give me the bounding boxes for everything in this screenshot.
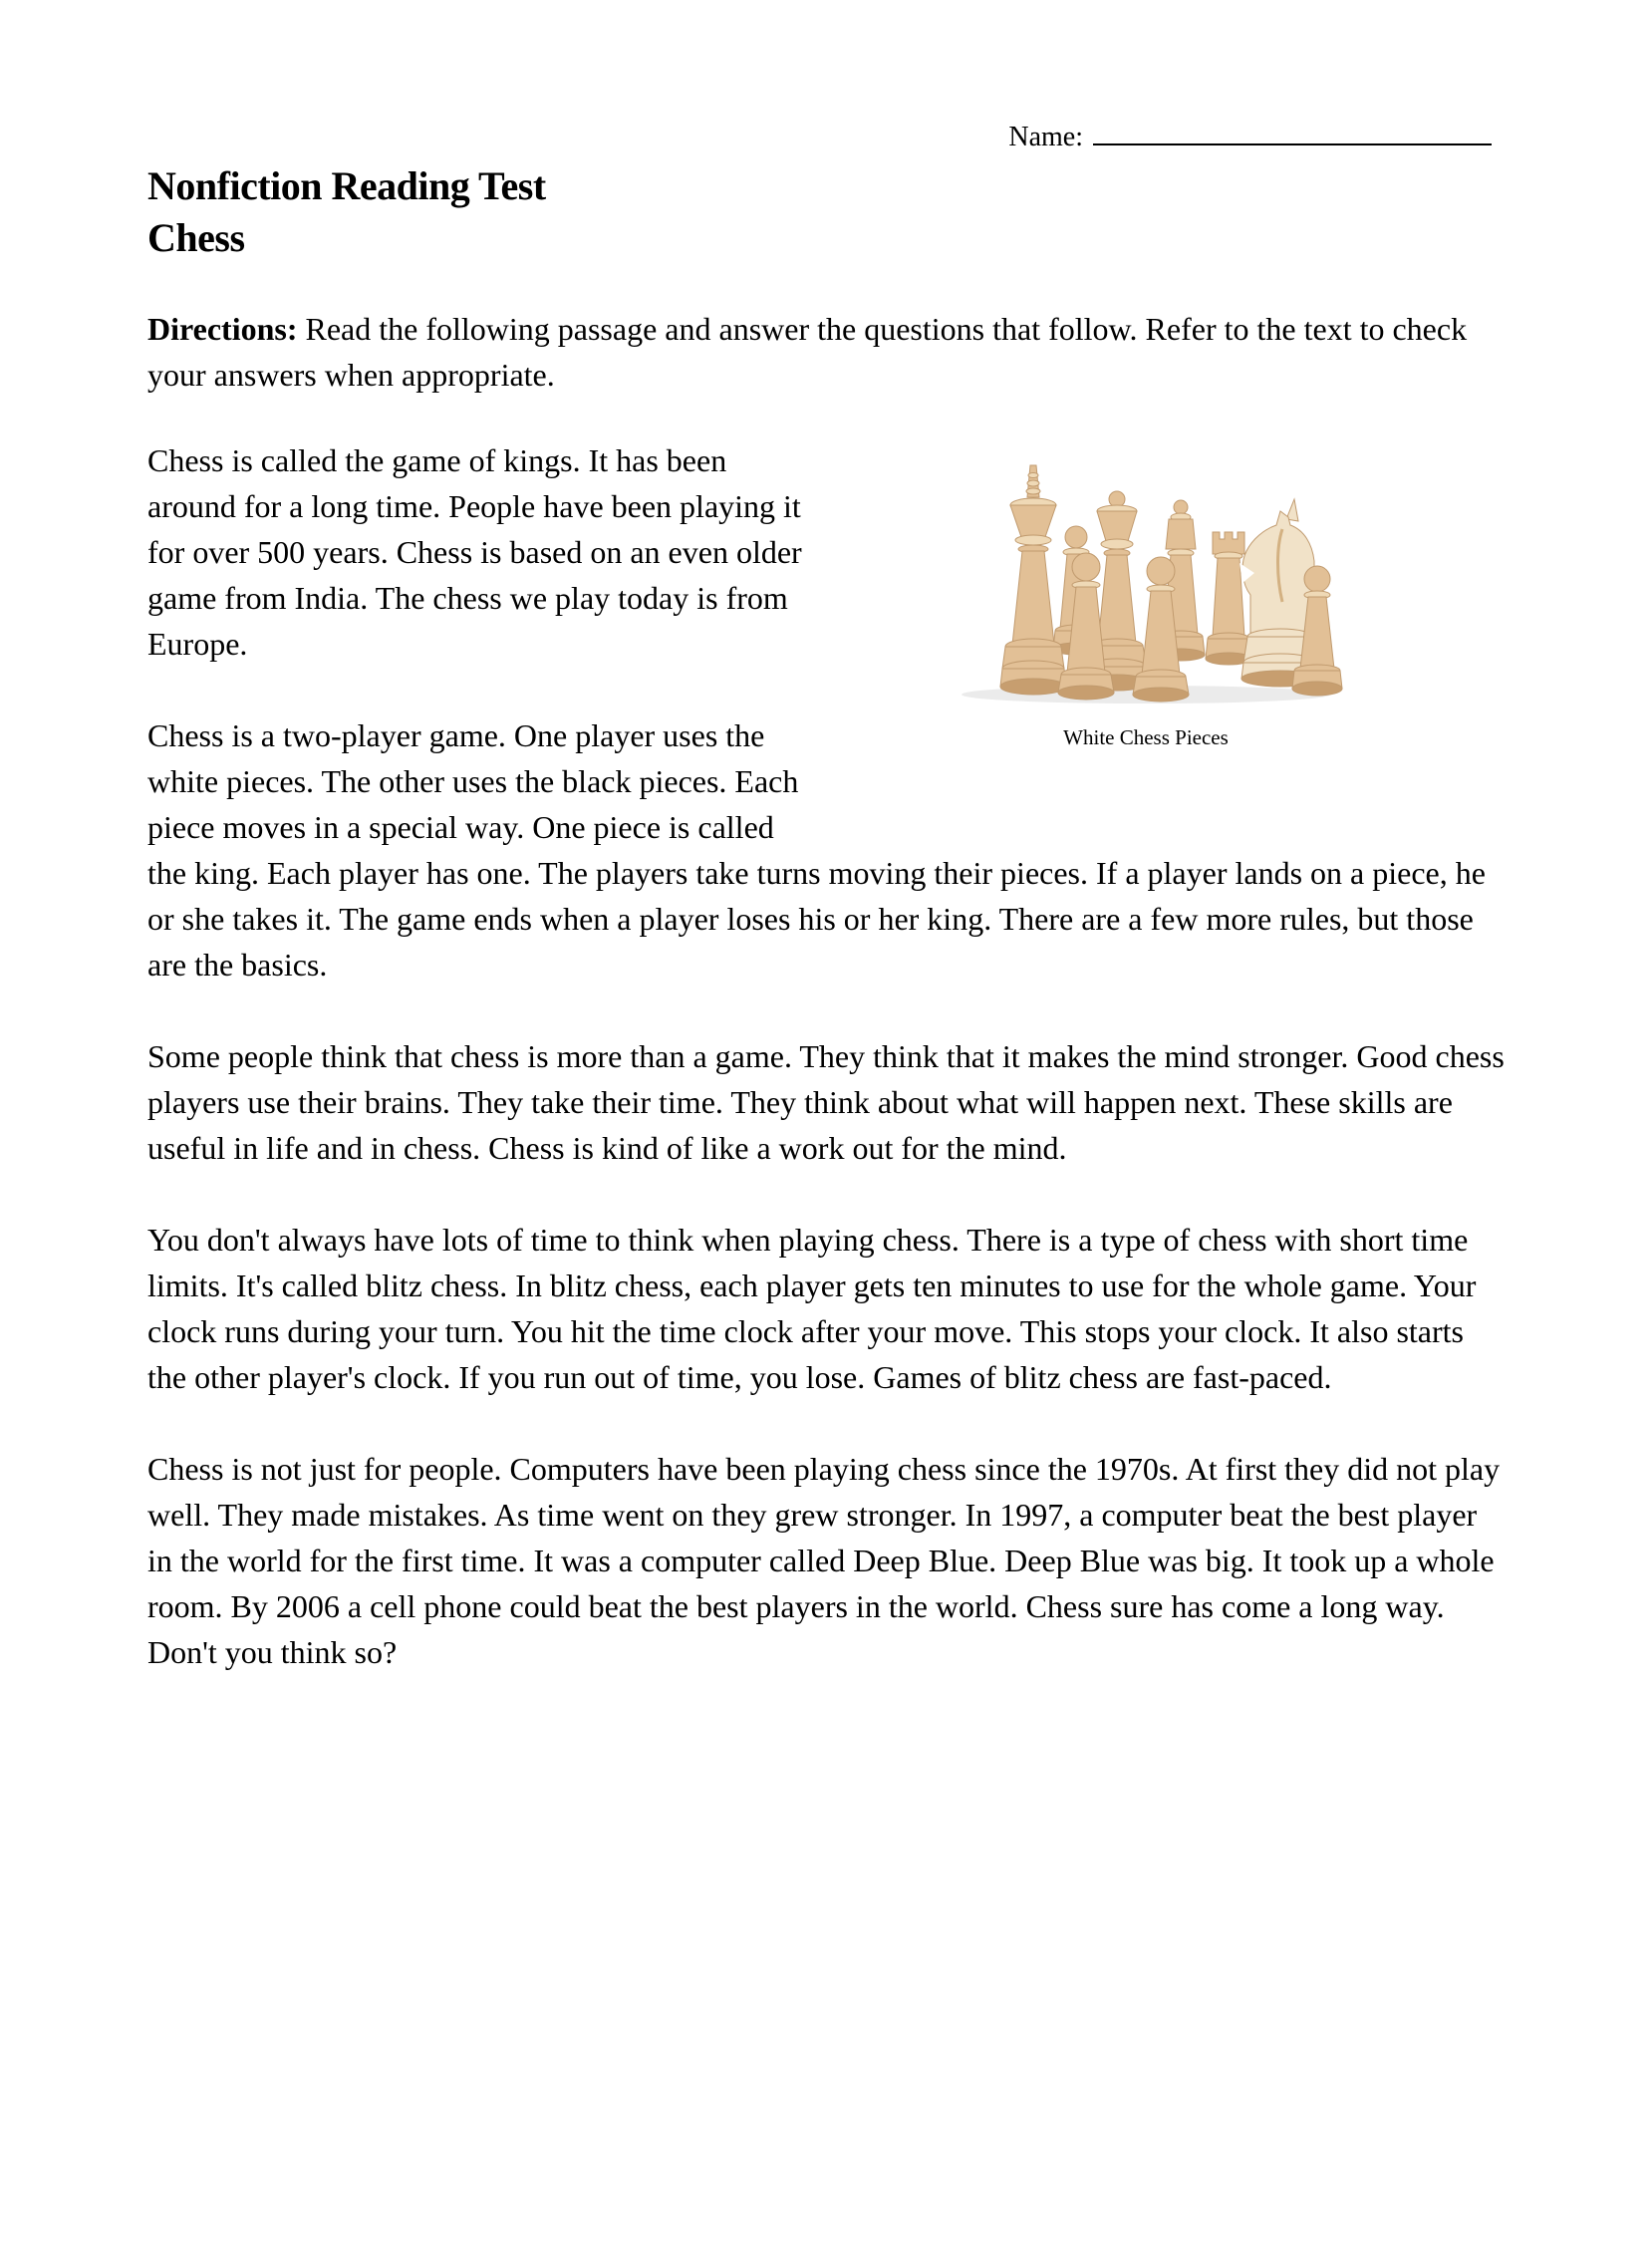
name-row [147, 118, 1492, 154]
chess-figure [807, 437, 1505, 750]
paragraph-1: Chess is called the game of kings. It has been around for a long time. People have been playing it for over 500 years. Chess is based on an even older game from India. The chess we play today is from Europe. [147, 442, 802, 662]
passage [147, 437, 1505, 1675]
page-title [147, 160, 1505, 264]
paragraph-4: You don't always have lots of time to think when playing chess. There is a type of chess with short time limits. It's called blitz chess. In blitz chess, each player gets ten minutes to use for the whole game. Your clock runs during your turn. You hit the time clock after your move. This stops your clock. It also starts the other player's clock. If you run out of time, you lose. Games of blitz chess are fast-paced. [147, 1222, 1477, 1395]
title-line-2: Chess [147, 215, 245, 260]
worksheet-page [0, 118, 1652, 2255]
figure-caption: White Chess Pieces [1063, 725, 1229, 749]
paragraph-2: Chess is a two-player game. One player uses the white pieces. The other uses the black pieces. Each piece moves in a special way. One piece is called the king. Each player has one. The players take turns moving their pieces. If a player lands on a piece, he or she takes it. The game ends when a player loses his or her king. There are a few more rules, but those are the basics. [147, 717, 1486, 983]
king-icon [1000, 465, 1066, 695]
directions-text: Read the following passage and answer the questions that follow. Refer to the text to check your answers when appropriate. [147, 311, 1468, 393]
name-blank-line [1093, 118, 1492, 145]
paragraph-3: Some people think that chess is more than a game. They think that it makes the mind stronger. Good chess players use their brains. They take their time. They think about what will happen next. These skills are useful in life and in chess. Chess is kind of like a work out for the mind. [147, 1038, 1505, 1166]
directions [147, 306, 1505, 398]
white-chess-pieces-photo [947, 437, 1345, 708]
chess-photo-wrapper [947, 437, 1345, 750]
title-line-1: Nonfiction Reading Test [147, 163, 546, 208]
directions-label: Directions: [147, 311, 298, 347]
paragraph-5: Chess is not just for people. Computers have been playing chess since the 1970s. At first they did not play well. They made mistakes. As time went on they grew stronger. In 1997, a computer beat the best player in the world for the first time. It was a computer called Deep Blue. Deep Blue was big. It took up a whole room. By 2006 a cell phone could beat the best players in the world. Chess sure has come a long way. Don't you think so? [147, 1451, 1501, 1670]
name-label: Name: [1008, 122, 1083, 152]
rook-icon [1206, 532, 1251, 665]
